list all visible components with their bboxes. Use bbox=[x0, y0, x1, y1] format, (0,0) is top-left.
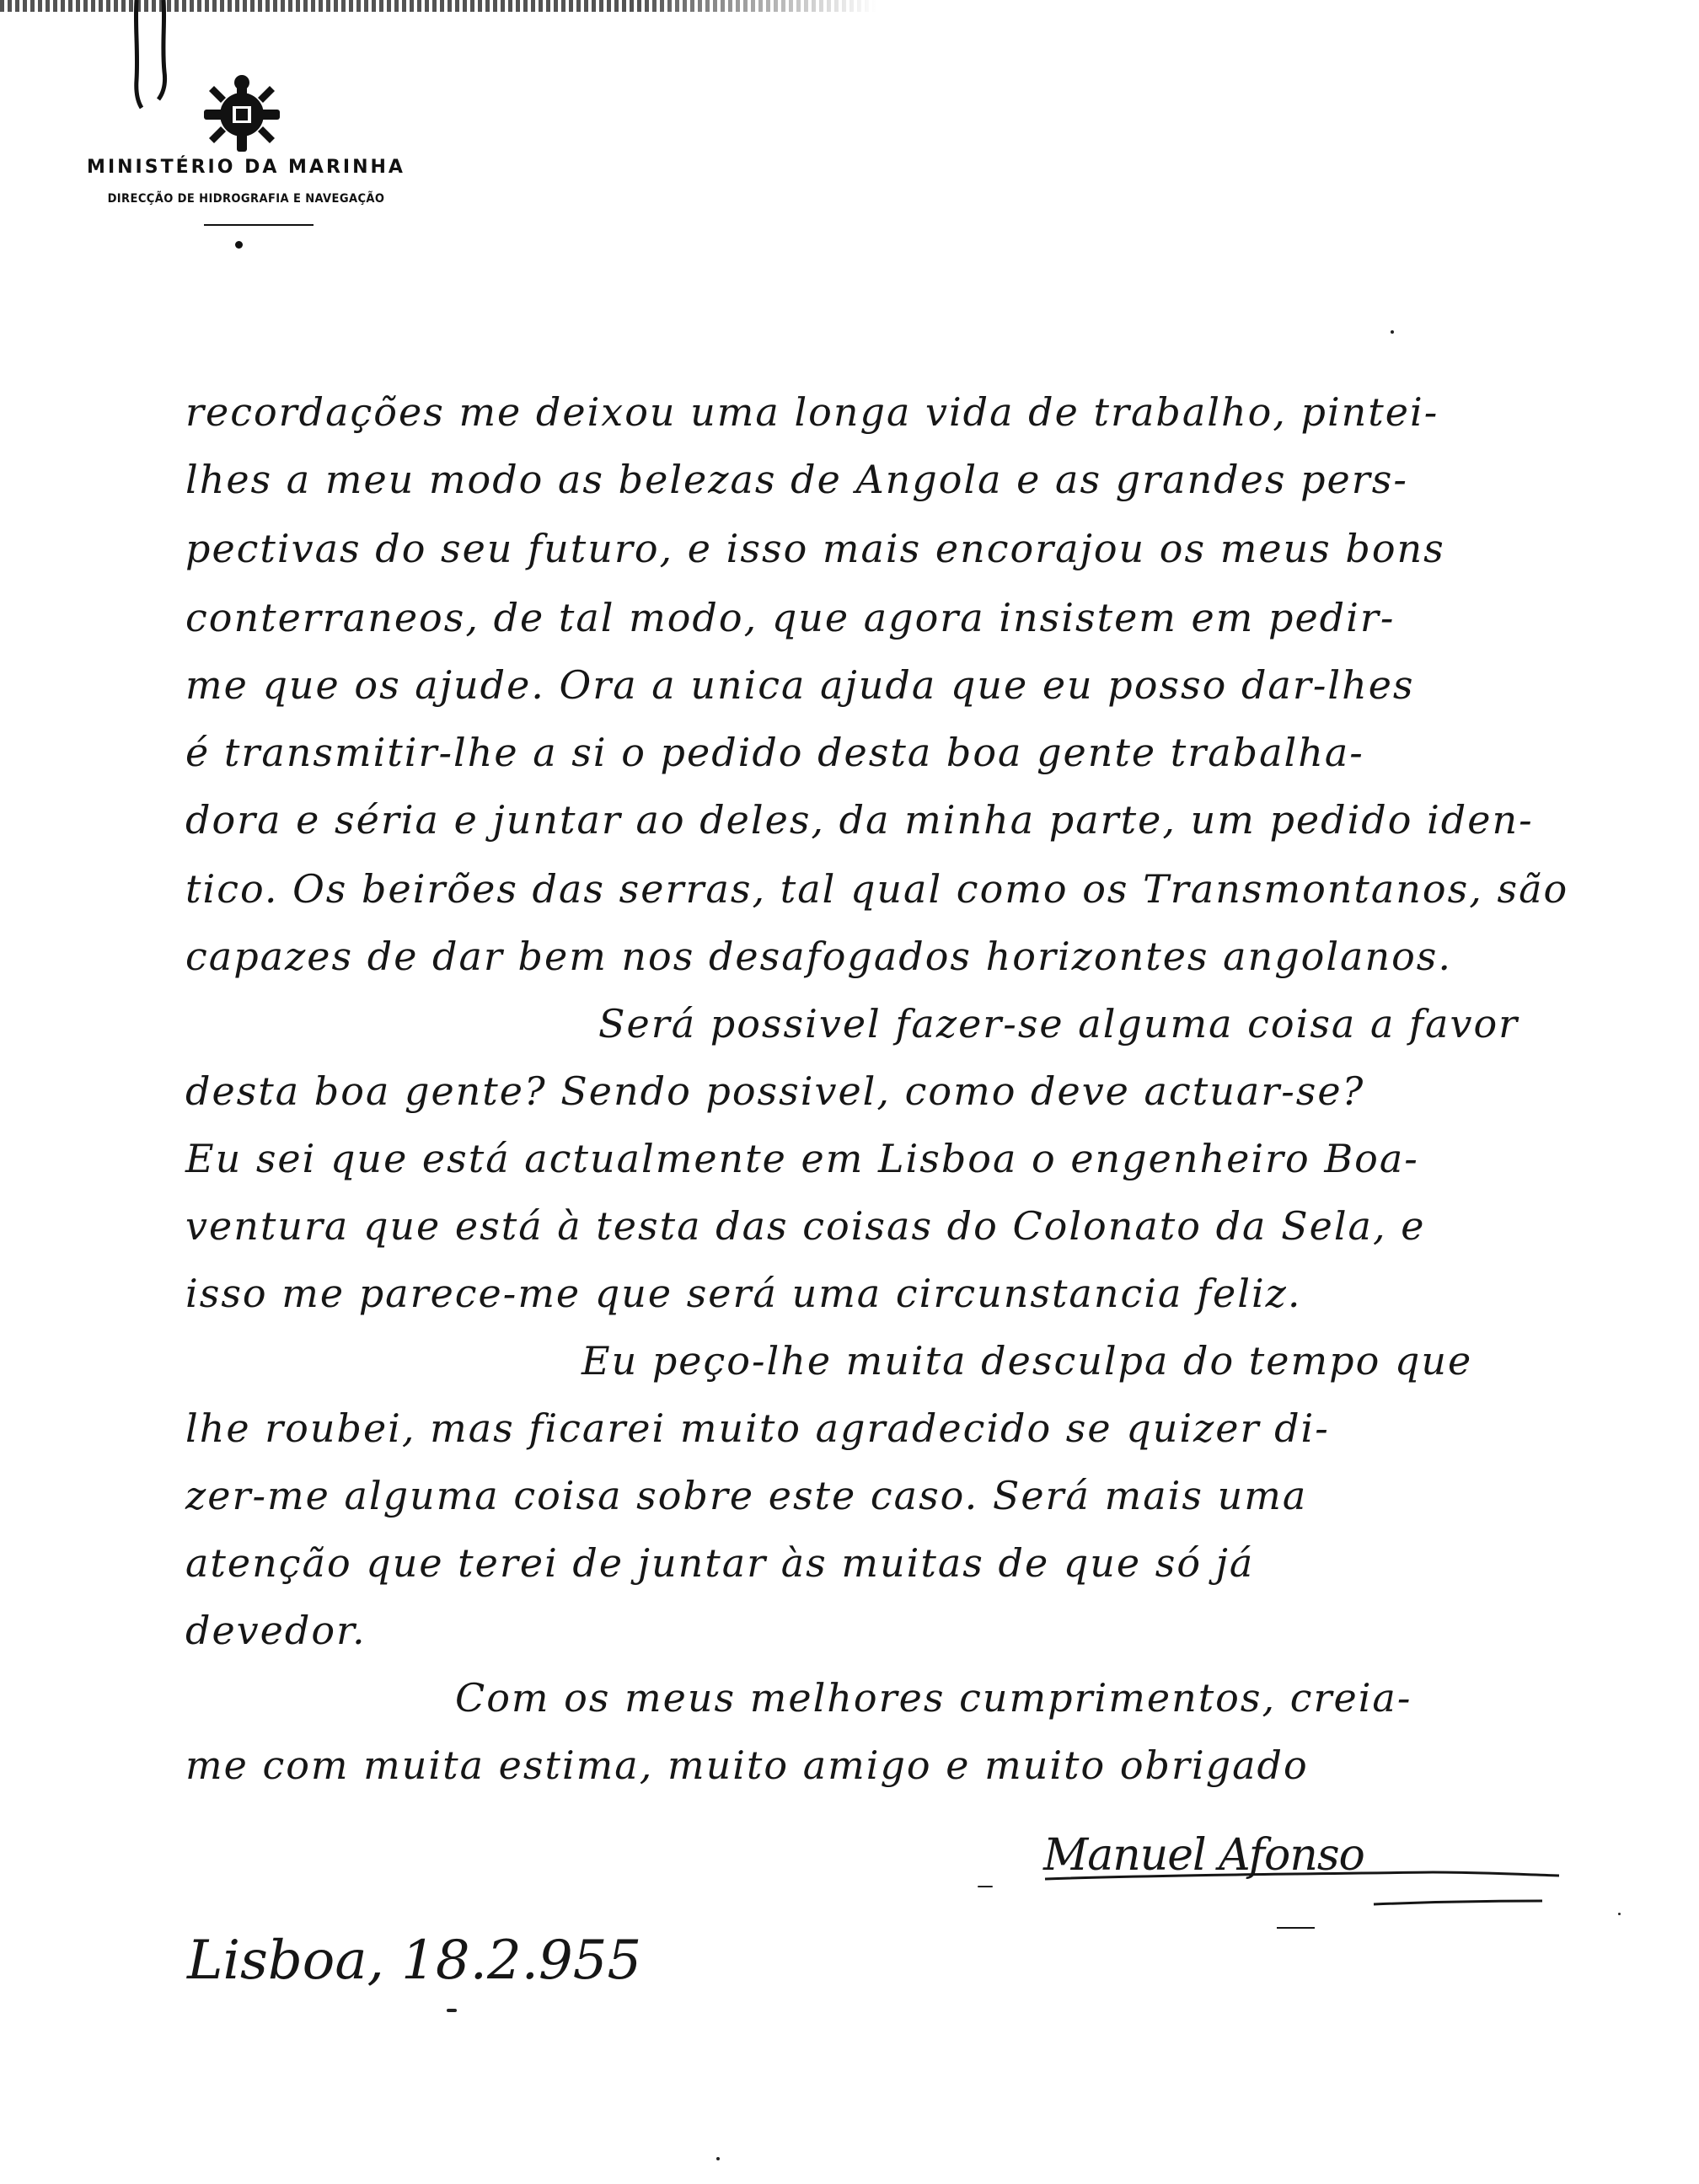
letter-line: conterraneos, de tal modo, que agora insistem em pedir- bbox=[185, 595, 1396, 640]
letter-line: ventura que está à testa das coisas do Colonato da Sela, e bbox=[185, 1203, 1426, 1249]
letter-line: me com muita estima, muito amigo e muito obrigado bbox=[185, 1742, 1309, 1788]
department-name: DIRECÇÃO DE HIDROGRAFIA E NAVEGAÇÃO bbox=[107, 192, 385, 206]
coat-of-arms-icon bbox=[196, 72, 288, 157]
letter-line: atenção que terei de juntar às muitas de que só já bbox=[185, 1540, 1255, 1586]
letter-line: Será possivel fazer-se alguma coisa a favor bbox=[598, 1001, 1519, 1046]
signature: Manuel Afonso bbox=[1043, 1830, 1364, 1881]
letter-line: Eu peço-lhe muita desculpa do tempo que bbox=[582, 1338, 1473, 1384]
letter-line: Com os meus melhores cumprimentos, creia- bbox=[455, 1675, 1412, 1721]
letter-line: lhe roubei, mas ficarei muito agradecido se quizer di- bbox=[185, 1405, 1330, 1451]
letter-line: me que os ajude. Ora a unica ajuda que eu posso dar-lhes bbox=[185, 662, 1415, 708]
letter-line: lhes a meu modo as belezas de Angola e as grandes pers- bbox=[185, 457, 1408, 502]
letterhead-divider bbox=[204, 224, 314, 226]
letter-line: devedor. bbox=[185, 1608, 367, 1653]
letter-line: desta boa gente? Sendo possivel, como deve actuar-se? bbox=[185, 1068, 1365, 1114]
letter-line: dora e séria e juntar ao deles, da minha parte, um pedido iden- bbox=[185, 797, 1534, 843]
letter-line: pectivas do seu futuro, e isso mais encorajou os meus bons bbox=[185, 526, 1445, 571]
letter-line: é transmitir-lhe a si o pedido desta boa gente trabalha- bbox=[185, 730, 1364, 775]
ministry-name: MINISTÉRIO DA MARINHA bbox=[87, 157, 405, 178]
letterhead-dot bbox=[235, 241, 243, 249]
letter-line: Eu sei que está actualmente em Lisboa o engenheiro Boa- bbox=[185, 1136, 1419, 1181]
letter-line: recordações me deixou uma longa vida de trabalho, pintei- bbox=[185, 389, 1439, 435]
letter-line: tico. Os beirões das serras, tal qual como os Transmontanos, são bbox=[185, 866, 1569, 912]
letter-line: capazes de dar bem nos desafogados horizontes angolanos. bbox=[185, 934, 1453, 979]
letter-date: Lisboa, 18.2.955 bbox=[187, 1930, 642, 1992]
letter-line: isso me parece-me que será uma circunstancia feliz. bbox=[185, 1271, 1302, 1316]
signature-flourish bbox=[1037, 1820, 1576, 1972]
binding-mark bbox=[126, 0, 177, 126]
letter-line: zer-me alguma coisa sobre este caso. Será mais uma bbox=[185, 1473, 1308, 1518]
